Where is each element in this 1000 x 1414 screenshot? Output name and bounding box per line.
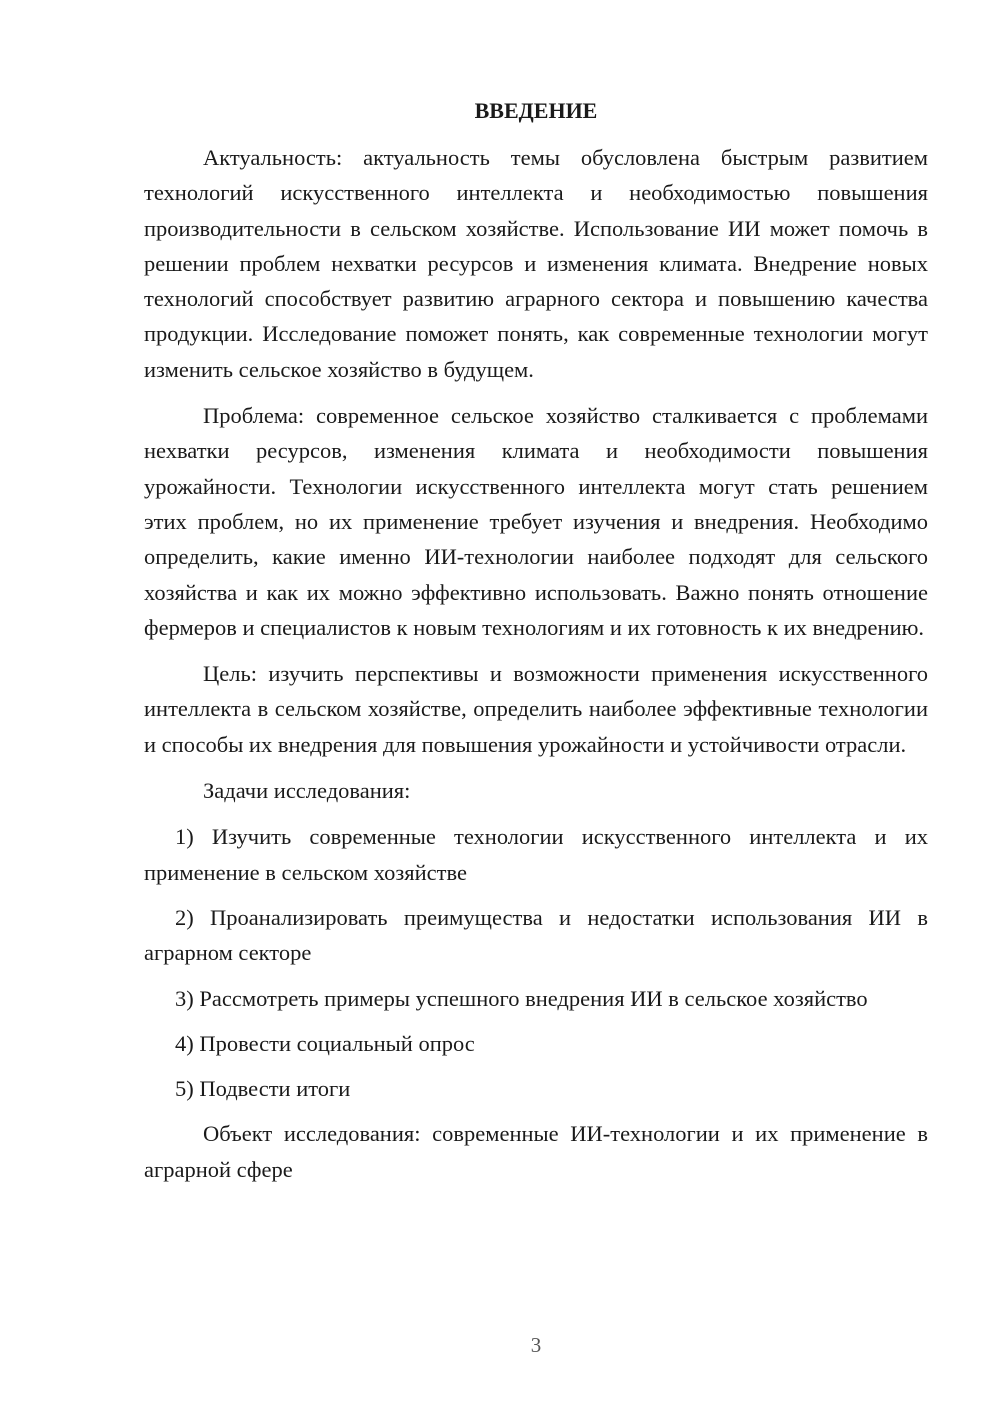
tasks-heading: Задачи исследования: bbox=[203, 778, 411, 804]
document-title: ВВЕДЕНИЕ bbox=[474, 98, 598, 123]
task-item-5: 5) Подвести итоги bbox=[175, 1076, 351, 1102]
problem-paragraph: Проблема: современное сельское хозяйство сталкивается с проблемами нехватки ресурсов, изменения климата и необходимости повышения урожайности. Технологии искусственного интеллекта могут стать решением этих проблем, но их применение требует изучения и внедрения. Необходимо определить, какие именно ИИ-технологии наиболее подходят для сельского хозяйства и как их можно эффективно использовать. Важно понять отношение фермеров и специалистов к новым технологиям и их готовность к их внедрению. bbox=[144, 403, 928, 640]
page-content bbox=[144, 96, 928, 1198]
relevance-paragraph: Актуальность: актуальность темы обусловлена быстрым развитием технологий искусственного интеллекта и необходимостью повышения производительности в сельском хозяйстве. Использование ИИ может помочь в решении проблем нехватки ресурсов и изменения климата. Внедрение новых технологий способствует развитию аграрного сектора и повышению качества продукции. Исследование поможет понять, как современные технологии могут изменить сельское хозяйство в будущем. bbox=[144, 145, 928, 382]
task-item-2: 2) Проанализировать преимущества и недостатки использования ИИ в аграрном секторе bbox=[144, 904, 928, 966]
task-item-3: 3) Рассмотреть примеры успешного внедрения ИИ в сельское хозяйство bbox=[175, 985, 868, 1011]
goal-paragraph: Цель: изучить перспективы и возможности применения искусственного интеллекта в сельском хозяйстве, определить наиболее эффективные технологии и способы их внедрения для повышения урожайности и устойчивости отрасли. bbox=[144, 661, 928, 757]
task-item-4: 4) Провести социальный опрос bbox=[175, 1030, 475, 1056]
page-number: 3 bbox=[530, 1333, 542, 1357]
task-item-1: 1) Изучить современные технологии искусственного интеллекта и их применение в сельском хозяйстве bbox=[144, 824, 928, 885]
object-paragraph: Объект исследования: современные ИИ-технологии и их применение в аграрной сфере bbox=[144, 1121, 928, 1182]
